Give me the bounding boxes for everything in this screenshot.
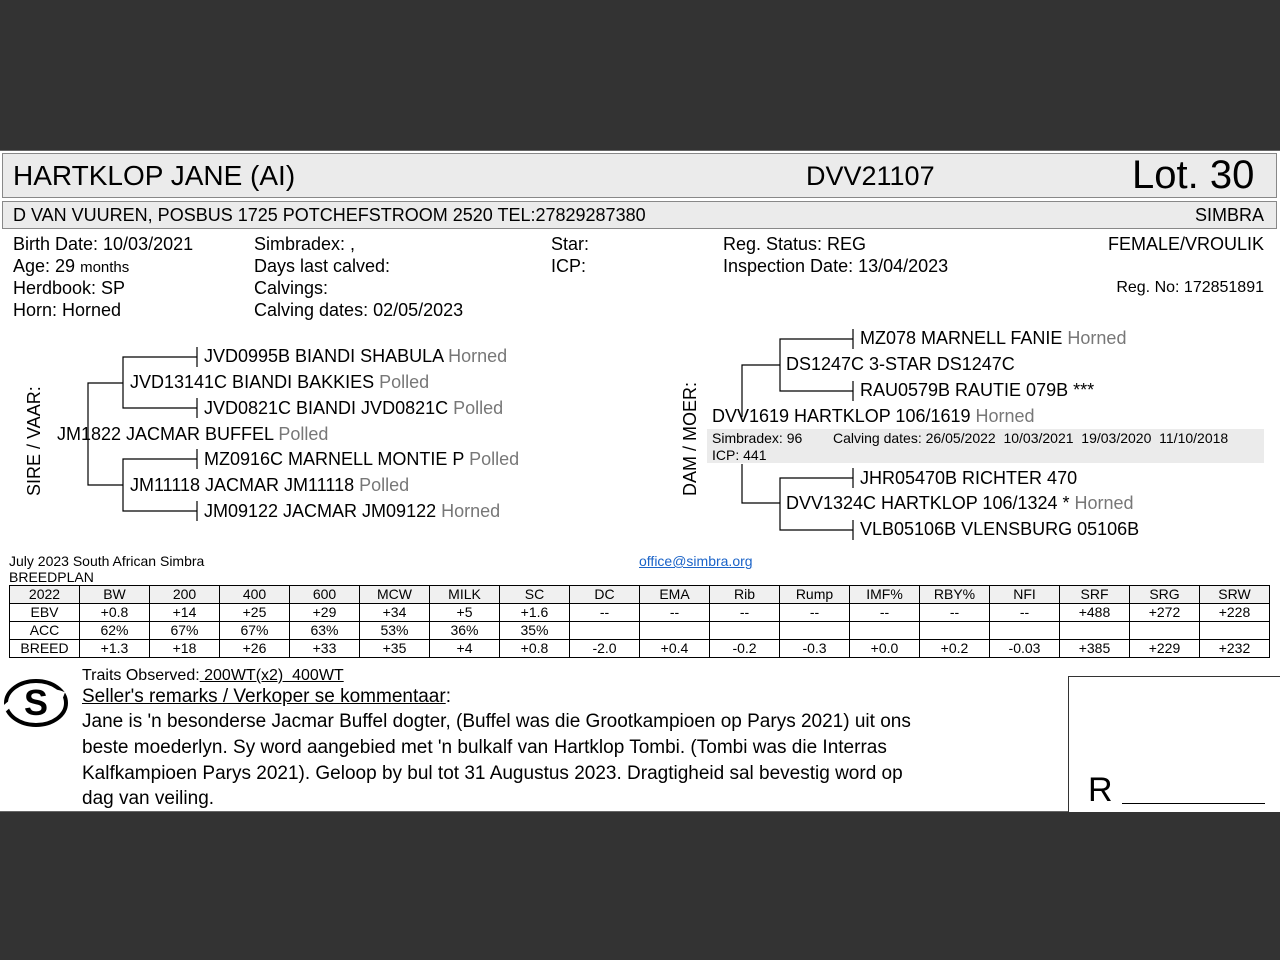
breedplan-cell: +0.8 [80,604,150,622]
breedplan-cell: -0.2 [710,640,780,658]
remarks-title-text: Seller's remarks / Verkoper se kommentaar [82,686,446,707]
pedigree-horn: Horned [1067,328,1127,348]
breedplan-header-cell: MCW [360,586,430,604]
breedplan-header-cell: Rump [780,586,850,604]
dam-icp: ICP: 441 [712,447,767,463]
breedplan-cell: -- [710,604,780,622]
breedplan-cell: -- [570,604,640,622]
price-label: R [1088,771,1113,809]
breedplan-cell: +18 [150,640,220,658]
simbradex: Simbradex: , [254,234,356,254]
days-last-calved: Days last calved: [254,256,391,276]
breedplan-cell: +0.0 [850,640,920,658]
breedplan-cell: +4 [430,640,500,658]
pedigree-horn: Polled [453,398,504,418]
traits-value: 200WT(x2) 400WT [199,667,344,684]
pedigree-horn: Horned [441,501,501,521]
svg-text:S: S [23,682,49,723]
pedigree-ddd [860,519,1139,540]
breedplan-label: BREEDPLAN [9,569,94,585]
breedplan-cell: +0.4 [640,640,710,658]
breedplan-cell: +228 [1200,604,1270,622]
breedplan-header-cell: BW [80,586,150,604]
pedigree-name: JVD13141C BIANDI BAKKIES [130,372,375,392]
breedplan-header-cell: 600 [290,586,360,604]
breedplan-table [9,585,1270,658]
pedigree-ssd [204,398,503,419]
calvings: Calvings: [254,278,329,298]
breedplan-row [10,604,1270,622]
dam-calving-dates: Calving dates: 26/05/2022 10/03/2021 19/03/2020 11/10/2018 [833,430,1229,446]
icp: ICP: [551,256,587,276]
simbra-logo-icon [2,677,70,729]
breedplan-cell [1130,622,1200,640]
breedplan-cell [1060,622,1130,640]
breedplan-cell: -- [920,604,990,622]
pedigree-name: MZ078 MARNELL FANIE [860,328,1063,348]
inspection-date: Inspection Date: 13/04/2023 [723,256,949,276]
pedigree-name: JVD0995B BIANDI SHABULA [204,346,444,366]
breedplan-cell: -2.0 [570,640,640,658]
pedigree-name: JM11118 JACMAR JM11118 [130,475,355,495]
breedplan-email-link[interactable]: office@simbra.org [639,553,753,569]
age-unit: months [80,259,130,276]
age-value: Age: 29 [13,256,76,276]
breedplan-cell [780,622,850,640]
remarks-line-1: Jane is 'n besonderse Jacmar Buffel dogter, (Buffel was die Grootkampioen op Parys 2021) uit ons [82,711,911,732]
breedplan-header-cell: MILK [430,586,500,604]
breedplan-cell: +0.8 [500,640,570,658]
dam-simbradex: Simbradex: 96 [712,430,803,446]
reg-status: Reg. Status: REG [723,234,867,254]
breedplan-cell [920,622,990,640]
reg-number: Reg. No: 172851891 [1116,279,1264,296]
breedplan-cell: 67% [150,622,220,640]
pedigree-name: VLB05106B VLENSBURG 05106B [860,519,1140,539]
horn-status: Horn: Horned [13,300,122,320]
star-rating: Star: [551,234,590,254]
breedplan-header-cell: IMF% [850,586,920,604]
pedigree-name: RAU0579B RAUTIE 079B *** [860,380,1095,400]
breedplan-cell: EBV [10,604,80,622]
breeder-address: D VAN VUUREN, POSBUS 1725 POTCHEFSTROOM 2520 TEL:27829287380 [13,205,646,225]
breedplan-row [10,622,1270,640]
calving-dates: Calving dates: 02/05/2023 [254,300,464,320]
breedplan-cell: +14 [150,604,220,622]
sex: FEMALE/VROULIK [1107,234,1264,254]
breedplan-cell: +34 [360,604,430,622]
lot-card [0,150,1280,812]
lot-number: Lot. 30 [1132,153,1255,197]
animal-name: HARTKLOP JANE (AI) [13,160,296,191]
breedplan-cell [850,622,920,640]
breedplan-cell: -0.3 [780,640,850,658]
breedplan-cell: 53% [360,622,430,640]
remarks-colon: : [445,686,451,707]
pedigree-horn: Horned [1074,493,1134,513]
breedplan-cell: +229 [1130,640,1200,658]
breedplan-header-cell: DC [570,586,640,604]
price-input-line[interactable] [1122,803,1265,804]
pedigree-name: JM09122 JACMAR JM09122 [204,501,437,521]
breedplan-row [10,640,1270,658]
birth-date: Birth Date: 10/03/2021 [13,234,194,254]
breedplan-cell: 35% [500,622,570,640]
breedplan-cell: -- [990,604,1060,622]
breedplan-header-cell: Rib [710,586,780,604]
breedplan-cell [990,622,1060,640]
breedplan-header-cell: NFI [990,586,1060,604]
pedigree-dss [860,328,1126,349]
breedplan-cell: BREED [10,640,80,658]
dam-label: DAM / MOER: [680,381,700,496]
pedigree-horn: Polled [379,372,430,392]
pedigree-name: MZ0916C MARNELL MONTIE P [204,449,465,469]
pedigree-horn: Polled [469,449,520,469]
breedplan-cell: +5 [430,604,500,622]
pedigree-dam [712,406,1035,427]
breedplan-cell: ACC [10,622,80,640]
pedigree-horn: Horned [448,346,508,366]
pedigree-sd [130,475,409,496]
pedigree-horn: Polled [278,424,329,444]
herdbook: Herdbook: SP [13,278,126,298]
breedplan-cell: +272 [1130,604,1200,622]
remarks-line-3: Kalfkampioen Parys 2021). Geloop by bul tot 31 Augustus 2023. Dragtigheid sal bevestig word op [82,763,903,784]
breedplan-header-cell: EMA [640,586,710,604]
breedplan-cell: +0.2 [920,640,990,658]
pedigree-sss [204,346,507,367]
breedplan-cell: -- [850,604,920,622]
breedplan-cell [570,622,640,640]
breedplan-cell: -- [780,604,850,622]
pedigree-name: DVV1324C HARTKLOP 106/1324 * [786,493,1070,513]
breedplan-header-row [10,586,1270,604]
breed-name: SIMBRA [1194,205,1264,225]
pedigree-name: JHR05470B RICHTER 470 [860,468,1078,488]
traits-label: Traits Observed: [82,667,200,684]
breedplan-header-cell: SRW [1200,586,1270,604]
pedigree-dds [860,468,1077,489]
pedigree-ds [786,354,1015,375]
pedigree-ss [130,372,429,393]
breedplan-header-cell: 200 [150,586,220,604]
pedigree-name: DVV1619 HARTKLOP 106/1619 [712,406,971,426]
pedigree-name: JVD0821C BIANDI JVD0821C [204,398,449,418]
breedplan-header-cell: SRG [1130,586,1200,604]
breedplan-cell: 67% [220,622,290,640]
breedplan-header-cell: SRF [1060,586,1130,604]
breedplan-cell: +488 [1060,604,1130,622]
pedigree-sire [57,424,328,445]
breedplan-header-cell: 2022 [10,586,80,604]
breedplan-cell [1200,622,1270,640]
breedplan-cell: +1.6 [500,604,570,622]
breedplan-cell: -0.03 [990,640,1060,658]
breedplan-cell: +26 [220,640,290,658]
pedigree-name: JM1822 JACMAR BUFFEL [57,424,274,444]
pedigree-sds [204,449,519,470]
breedplan-cell [710,622,780,640]
pedigree-horn: Horned [975,406,1035,426]
pedigree-sdd [204,501,500,522]
breedplan-source: July 2023 South African Simbra [9,553,205,569]
breedplan-cell: +232 [1200,640,1270,658]
pedigree-name: DS1247C 3-STAR DS1247C [786,354,1015,374]
pedigree-horn: Polled [359,475,410,495]
breedplan-cell: 63% [290,622,360,640]
breedplan-header-cell: SC [500,586,570,604]
line-dam-to-dam [742,464,780,503]
breedplan-cell: +1.3 [80,640,150,658]
remarks-title [82,686,451,708]
remarks-line-4: dag van veiling. [82,788,215,809]
breedplan-cell: +25 [220,604,290,622]
breedplan-cell: +385 [1060,640,1130,658]
remarks-line-2: beste moederlyn. Sy word aangebied met 'n bulkalf van Hartklop Tombi. (Tombi was die Interras [82,737,887,758]
animal-id: DVV21107 [806,161,935,191]
breedplan-cell [640,622,710,640]
breedplan-cell: +35 [360,640,430,658]
breedplan-header-cell: 400 [220,586,290,604]
breedplan-header-cell: RBY% [920,586,990,604]
sire-label: SIRE / VAAR: [24,386,44,496]
breedplan-cell: -- [640,604,710,622]
traits-observed [82,667,344,685]
breedplan-cell: +29 [290,604,360,622]
pedigree-dsd [860,380,1094,401]
breedplan-cell: +33 [290,640,360,658]
pedigree-dd [786,493,1134,514]
breedplan-cell: 62% [80,622,150,640]
breedplan-cell: 36% [430,622,500,640]
